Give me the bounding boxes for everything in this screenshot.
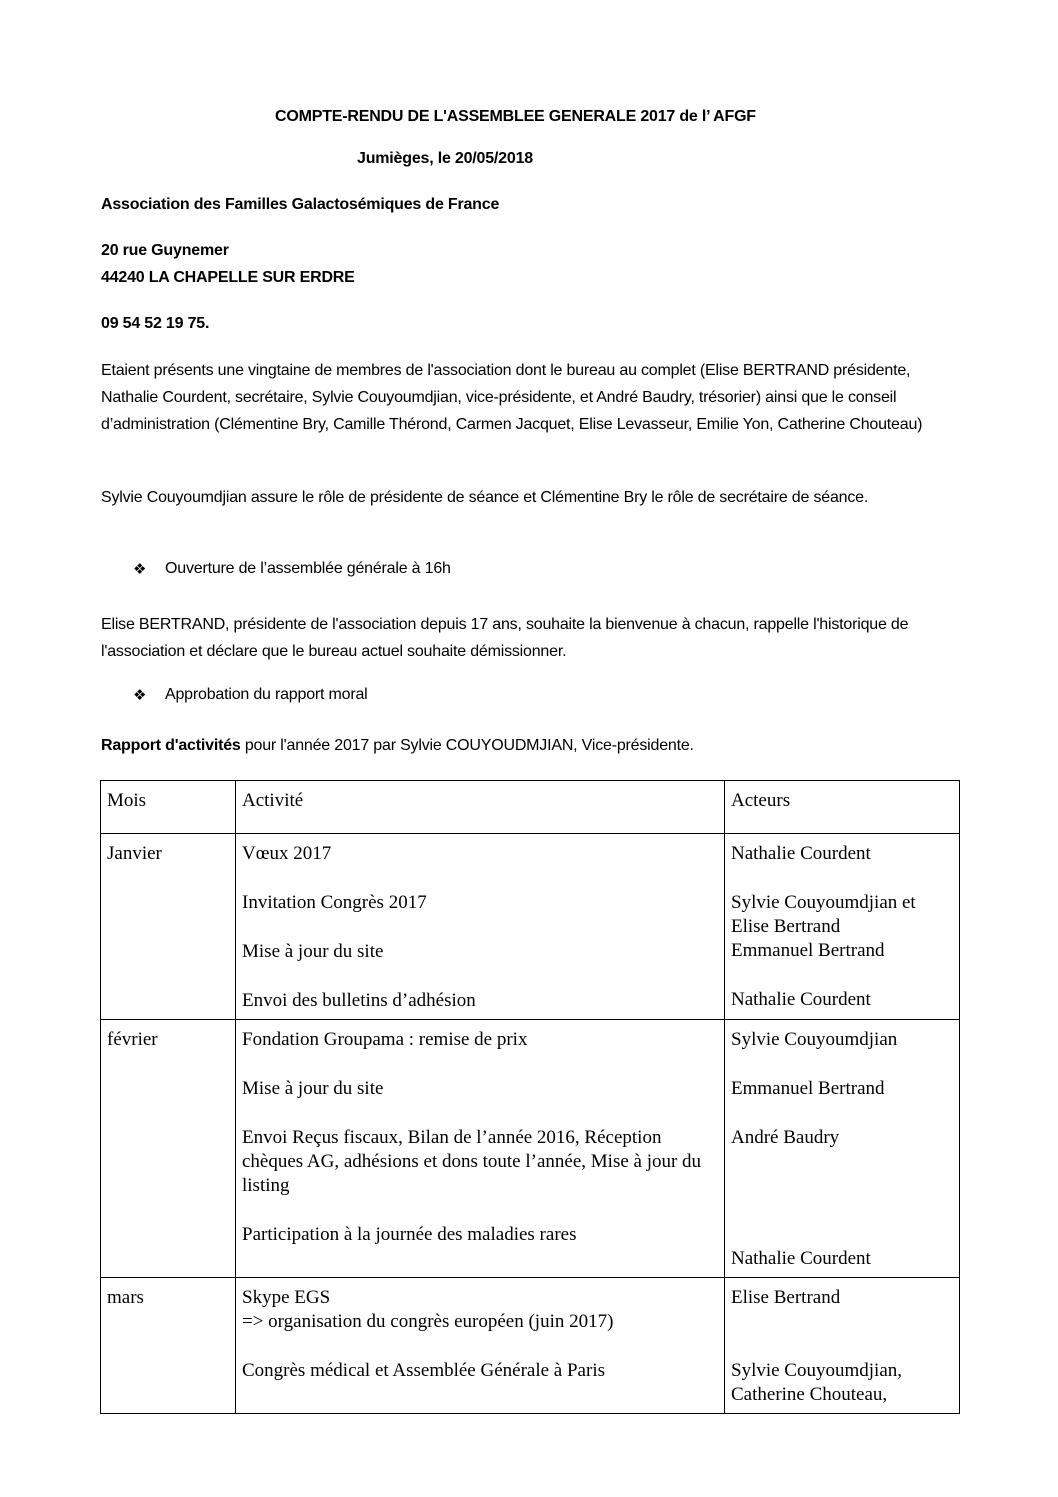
diamond-bullet-icon: ❖	[133, 560, 147, 578]
actors-cell	[725, 1020, 960, 1278]
activity-entry: Invitation Congrès 2017	[242, 892, 427, 913]
address-line-2: 44240 LA CHAPELLE SUR ERDRE	[101, 269, 355, 286]
report-description: pour l'année 2017 par Sylvie COUYOUDMJIAN, Vice-présidente.	[240, 737, 694, 754]
paragraph-attendees: Etaient présents une vingtaine de membres de l'association dont le bureau au complet (Elise BERTRAND présidente, Nathalie Courdent, secrétaire, Sylvie Couyoumdjian, vice-présidente, et André Baudry, trésorier) ainsi que le conseil d’administration (Clémentine Bry, Camille Thérond, Carmen Jacquet, Elise Levasseur, Emilie Yon, Catherine Chouteau)	[101, 362, 923, 433]
actors-cell	[725, 1278, 960, 1414]
phone-number: 09 54 52 19 75.	[101, 315, 210, 332]
activity-entry: Congrès médical et Assemblée Générale à Paris	[242, 1360, 605, 1381]
column-header-month: Mois	[101, 781, 236, 834]
address-line-1: 20 rue Guynemer	[101, 242, 229, 259]
actor-entry: Sylvie Couyoumdjian et Elise Bertrand	[731, 892, 916, 937]
actor-entry: Sylvie Couyoumdjian,	[731, 1360, 902, 1381]
month-cell: Janvier	[101, 834, 236, 1020]
activity-entry: Envoi Reçus fiscaux, Bilan de l’année 2016, Réception chèques AG, adhésions et dons toute l’année, Mise à jour du listing	[242, 1127, 702, 1196]
actor-entry: Emmanuel Bertrand	[731, 1078, 885, 1099]
activity-entry: Skype EGS	[242, 1287, 331, 1308]
document-title: COMPTE-RENDU DE L'ASSEMBLEE GENERALE 2017 de l’ AFGF	[275, 108, 756, 125]
bullet-text: Ouverture de l’assemblée générale à 16h	[165, 560, 451, 577]
actor-entry: Sylvie Couyoumdjian	[731, 1029, 898, 1050]
column-header-actors: Acteurs	[725, 781, 960, 834]
activities-table	[100, 780, 960, 1414]
paragraph-session-roles: Sylvie Couyoumdjian assure le rôle de présidente de séance et Clémentine Bry le rôle de secrétaire de séance.	[101, 489, 869, 506]
actor-entry: Nathalie Courdent	[731, 843, 871, 864]
activity-entry: Mise à jour du site	[242, 1078, 384, 1099]
activity-cell	[236, 1020, 725, 1278]
actor-entry: Nathalie Courdent	[731, 989, 871, 1010]
document-dateline: Jumièges, le 20/05/2018	[357, 150, 533, 167]
actor-entry: Elise Bertrand	[731, 1287, 841, 1308]
activity-cell	[236, 834, 725, 1020]
bullet-text: Approbation du rapport moral	[165, 686, 368, 703]
paragraph-president-welcome: Elise BERTRAND, présidente de l'association depuis 17 ans, souhaite la bienvenue à chacun, rappelle l'historique de l'association et déclare que le bureau actuel souhaite démissionner.	[101, 616, 909, 660]
table-row	[101, 1278, 960, 1414]
activity-report-heading	[101, 737, 694, 755]
report-label: Rapport d'activités	[101, 737, 241, 754]
activity-entry: Participation à la journée des maladies rares	[242, 1224, 577, 1245]
month-cell: mars	[101, 1278, 236, 1414]
table-row	[101, 1020, 960, 1278]
actor-entry: Catherine Chouteau,	[731, 1384, 888, 1405]
activity-cell	[236, 1278, 725, 1414]
activity-entry: Envoi des bulletins d’adhésion	[242, 990, 476, 1011]
association-name: Association des Familles Galactosémiques de France	[101, 196, 500, 213]
activity-entry: Vœux 2017	[242, 843, 332, 864]
actor-entry: Emmanuel Bertrand	[731, 940, 885, 961]
table-row	[101, 834, 960, 1020]
diamond-bullet-icon: ❖	[133, 686, 147, 704]
column-header-activity: Activité	[236, 781, 725, 834]
activity-entry: Fondation Groupama : remise de prix	[242, 1029, 528, 1050]
actor-entry: André Baudry	[731, 1127, 840, 1148]
activity-entry: => organisation du congrès européen (juin 2017)	[242, 1311, 614, 1332]
month-cell: février	[101, 1020, 236, 1278]
actor-entry: Nathalie Courdent	[731, 1248, 871, 1269]
activity-entry: Mise à jour du site	[242, 941, 384, 962]
actors-cell	[725, 834, 960, 1020]
table-header-row	[101, 781, 960, 834]
